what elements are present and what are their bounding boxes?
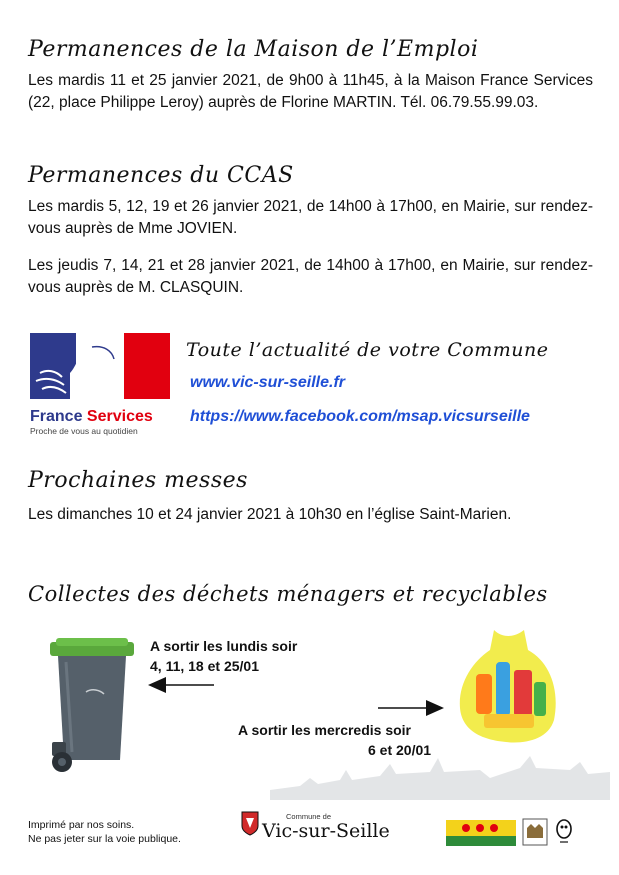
- commune-crest-icon: [240, 810, 260, 836]
- parc-naturel-logo: [554, 818, 574, 846]
- collectes-title: Collectes des déchets ménagers et recyclables: [28, 582, 548, 606]
- commune-prefix: Commune de: [286, 812, 332, 821]
- france-services-logo: [30, 333, 170, 436]
- garbage-bin-icon: [46, 632, 138, 782]
- france-services-tagline: Proche de vous au quotidien: [30, 426, 138, 436]
- messes-text: Les dimanches 10 et 24 janvier 2021 à 10h30 en l’église Saint-Marien.: [28, 506, 512, 523]
- arrow-left-icon: [148, 676, 216, 694]
- facebook-link[interactable]: https://www.facebook.com/msap.vicsurseille: [190, 408, 530, 425]
- arrow-right-icon: [378, 699, 444, 717]
- recyclables-dates: 6 et 20/01: [368, 742, 432, 758]
- maison-emploi-text: Les mardis 11 et 25 janvier 2021, de 9h00 à 11h45, à la Maison France Services (22, place Philippe Leroy) auprès de Florine MARTIN. Tél. 06.79.55.99.03.: [28, 72, 593, 111]
- menagers-dates: 4, 11, 18 et 25/01: [150, 658, 259, 674]
- messes-title: Prochaines messes: [28, 468, 248, 493]
- villes-villages-fleuris-logo: [446, 820, 516, 846]
- menagers-day: A sortir les lundis soir: [150, 638, 298, 654]
- marianne-icon: [30, 333, 170, 399]
- actualite-headline: Toute l’actualité de votre Commune: [186, 339, 549, 361]
- recyclables-day: A sortir les mercredis soir: [238, 722, 412, 738]
- printed-note-1: Imprimé par nos soins.: [28, 819, 135, 831]
- town-skyline-icon: [270, 750, 610, 800]
- printed-note-2: Ne pas jeter sur la voie publique.: [28, 833, 181, 845]
- petite-cite-logo: [522, 818, 548, 846]
- ccas-title: Permanences du CCAS: [28, 163, 294, 188]
- services-word: Services: [86, 408, 153, 425]
- maison-emploi-title: Permanences de la Maison de l’Emploi: [28, 37, 479, 62]
- website-link[interactable]: www.vic-sur-seille.fr: [190, 374, 346, 391]
- ccas-paragraph-2: Les jeudis 7, 14, 21 et 28 janvier 2021, de 14h00 à 17h00, en Mairie, sur rendez-vous auprès de M. CLASQUIN.: [28, 257, 593, 296]
- commune-name: Vic-sur-Seille: [262, 820, 390, 842]
- recycling-bag-icon: [454, 626, 564, 746]
- france-services-wordmark: [30, 408, 170, 426]
- ccas-paragraph-1: Les mardis 5, 12, 19 et 26 janvier 2021, de 14h00 à 17h00, en Mairie, sur rendez-vous auprès de Mme JOVIEN.: [28, 198, 593, 237]
- france-word: France: [30, 408, 83, 425]
